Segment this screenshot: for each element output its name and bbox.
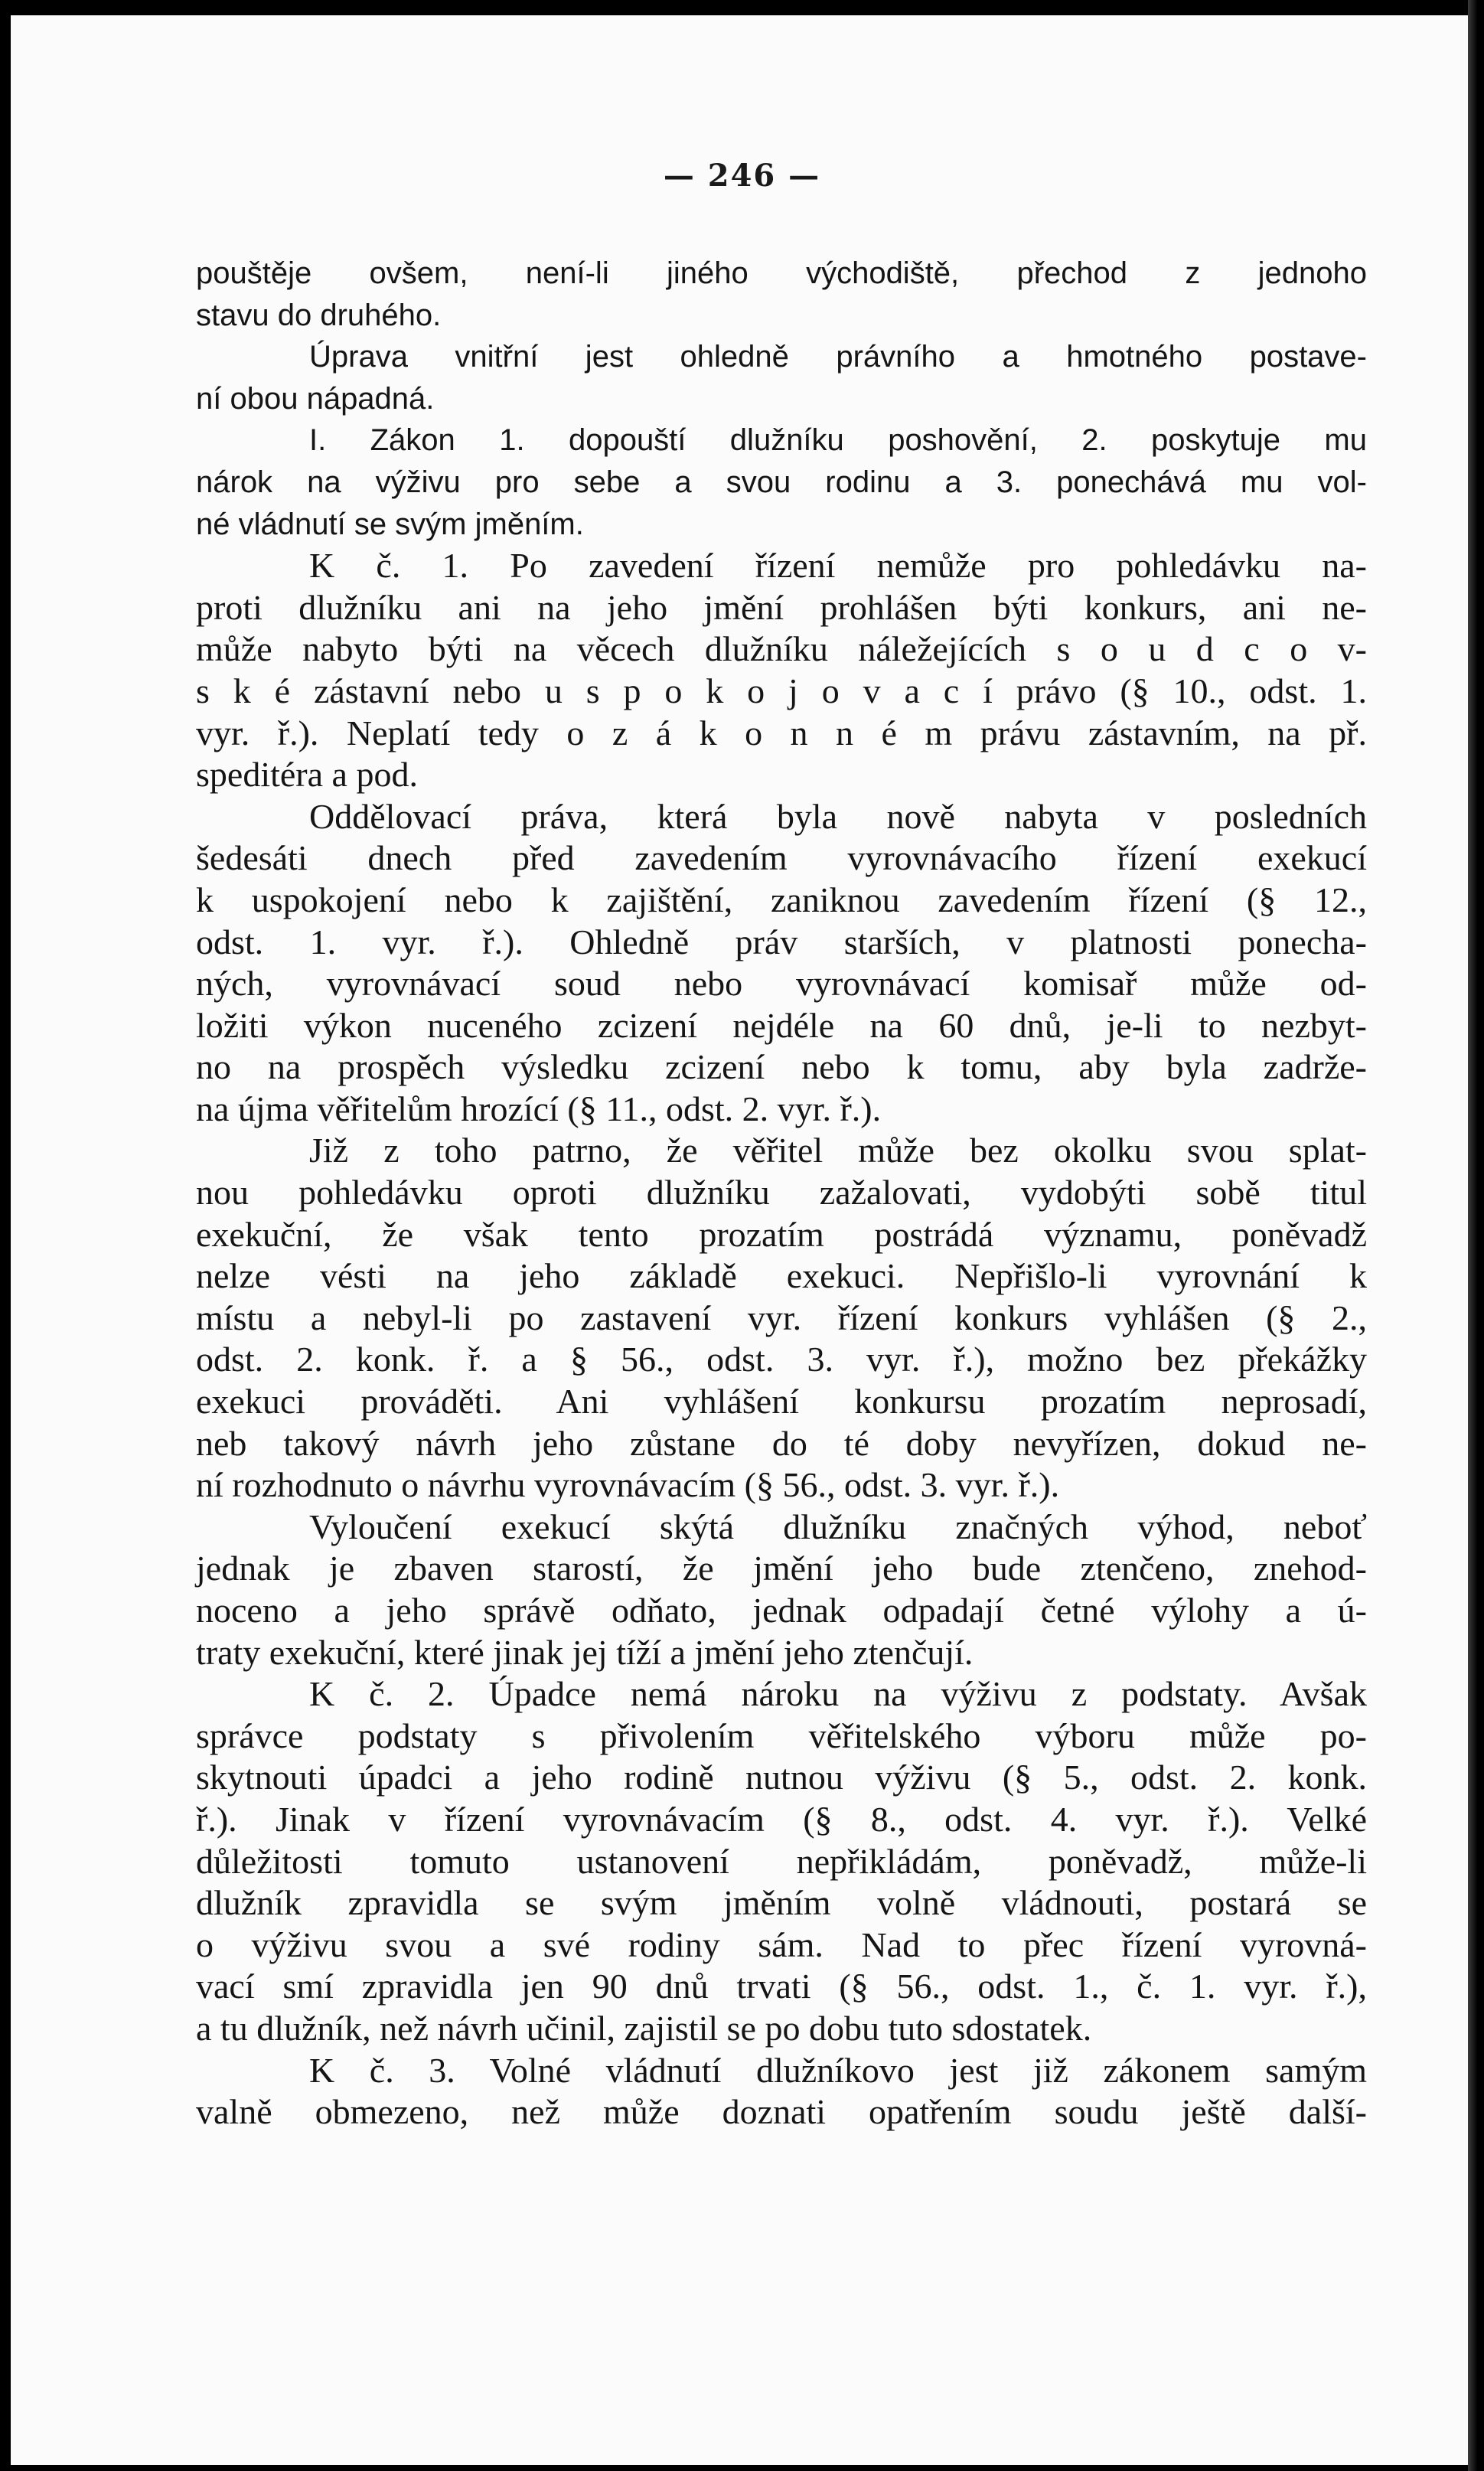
- text-line: správce podstaty s přivolením věřitelského výboru může po-: [196, 1715, 1367, 1755]
- text-line: odst. 1. vyr. ř.). Ohledně práv starších, v platnosti ponecha-: [196, 922, 1367, 961]
- text-line: nárok na výživu pro sebe a svou rodinu a 3. ponechává mu vol-: [196, 465, 1367, 499]
- text-line: odst. 2. konk. ř. a § 56., odst. 3. vyr. ř.), možno bez překážky: [196, 1340, 1367, 1379]
- text-line: exekuci prováděti. Ani vyhlášení konkursu prozatím neprosadí,: [196, 1382, 1367, 1422]
- page-edge-shadow: [1468, 0, 1484, 2471]
- text-line: dlužník zpravidla se svým jměním volně vládnouti, postará se: [196, 1883, 1367, 1923]
- text-line: noceno a jeho správě odňato, jednak odpadají četné výlohy a ú-: [196, 1591, 1367, 1630]
- text-line: ní rozhodnuto o návrhu vyrovnávacím (§ 56., odst. 3. vyr. ř.).: [196, 1465, 1060, 1505]
- text-line: s k é zástavní nebo u s p o k o j o v a c í právo (§ 10., odst. 1.: [196, 671, 1367, 710]
- text-line: K č. 3. Volné vládnutí dlužníkovo jest již zákonem samým: [309, 2050, 1367, 2090]
- text-line: né vládnutí se svým jměním.: [196, 507, 584, 541]
- text-line: ní obou nápadná.: [196, 381, 435, 416]
- text-line: jednak je zbaven starostí, že jmění jeho bude ztenčeno, znehod-: [196, 1549, 1367, 1588]
- text-line: může nabyto býti na věcech dlužníku náležejících s o u d c o v-: [196, 629, 1367, 669]
- text-line: a tu dlužník, než návrh učinil, zajistil se po dobu tuto sdostatek.: [196, 2008, 1092, 2048]
- text-line: I. Zákon 1. dopouští dlužníku poshovění, 2. poskytuje mu: [309, 423, 1367, 458]
- text-line: K č. 2. Úpadce nemá nároku na výživu z podstaty. Avšak: [309, 1674, 1367, 1714]
- text-line: o výživu svou a své rodiny sám. Nad to přec řízení vyrovná-: [196, 1924, 1367, 1964]
- text-line: místu a nebyl-li po zastavení vyr. řízení konkurs vyhlášen (§ 2.,: [196, 1298, 1367, 1337]
- text-line: speditéra a pod.: [196, 755, 418, 795]
- text-line: stavu do druhého.: [196, 298, 442, 332]
- text-line: k uspokojení nebo k zajištění, zaniknou zavedením řízení (§ 12.,: [196, 880, 1367, 919]
- text-line: nelze vésti na jeho základě exekuci. Nepřišlo-li vyrovnání k: [196, 1256, 1367, 1296]
- text-line: Oddělovací práva, která byla nově nabyta v posledních: [309, 796, 1367, 836]
- text-line: traty exekuční, které jinak jej tíží a jmění jeho ztenčují.: [196, 1632, 974, 1672]
- text-line: pouštěje ovšem, není-li jiného východiště, přechod z jednoho: [196, 256, 1367, 290]
- text-line: ř.). Jinak v řízení vyrovnávacím (§ 8., odst. 4. vyr. ř.). Velké: [196, 1799, 1367, 1839]
- text-line: proti dlužníku ani na jeho jmění prohlášen býti konkurs, ani ne-: [196, 587, 1367, 627]
- text-line: důležitosti tomuto ustanovení nepřikládám, poněvadž, může-li: [196, 1841, 1367, 1881]
- text-line: skytnouti úpadci a jeho rodině nutnou výživu (§ 5., odst. 2. konk.: [196, 1758, 1367, 1797]
- body-text: [196, 253, 1367, 2133]
- text-line: K č. 1. Po zavedení řízení nemůže pro pohledávku na-: [309, 546, 1367, 586]
- text-line: šedesáti dnech před zavedením vyrovnávacího řízení exekucí: [196, 838, 1367, 878]
- page-number: — 246 —: [663, 158, 821, 194]
- text-line: ložiti výkon nuceného zcizení nejdéle na 60 dnů, je-li to nezbyt-: [196, 1005, 1367, 1045]
- text-line: Vyloučení exekucí skýtá dlužníku značných výhod, neboť: [309, 1506, 1367, 1546]
- text-line: Úprava vnitřní jest ohledně právního a hmotného postave-: [309, 340, 1367, 374]
- text-line: vací smí zpravidla jen 90 dnů trvati (§ 56., odst. 1., č. 1. vyr. ř.),: [196, 1967, 1367, 2006]
- text-line: vyr. ř.). Neplatí tedy o z á k o n n é m právu zástavním, na př.: [196, 713, 1367, 752]
- text-line: valně obmezeno, než může doznati opatřením soudu ještě další-: [196, 2092, 1367, 2132]
- text-line: exekuční, že však tento prozatím postrádá významu, poněvadž: [196, 1214, 1367, 1254]
- text-line: neb takový návrh jeho zůstane do té doby nevyřízen, dokud ne-: [196, 1423, 1367, 1463]
- text-line: nou pohledávku oproti dlužníku zažalovati, vydobýti sobě titul: [196, 1173, 1367, 1213]
- text-line: na újma věřitelům hrozící (§ 11., odst. 2. vyr. ř.).: [196, 1089, 882, 1128]
- text-line: Již z toho patrno, že věřitel může bez okolku svou splat-: [309, 1131, 1367, 1170]
- text-line: no na prospěch výsledku zcizení nebo k tomu, aby byla zadrže-: [196, 1047, 1367, 1087]
- text-line: ných, vyrovnávací soud nebo vyrovnávací komisař může od-: [196, 964, 1367, 1004]
